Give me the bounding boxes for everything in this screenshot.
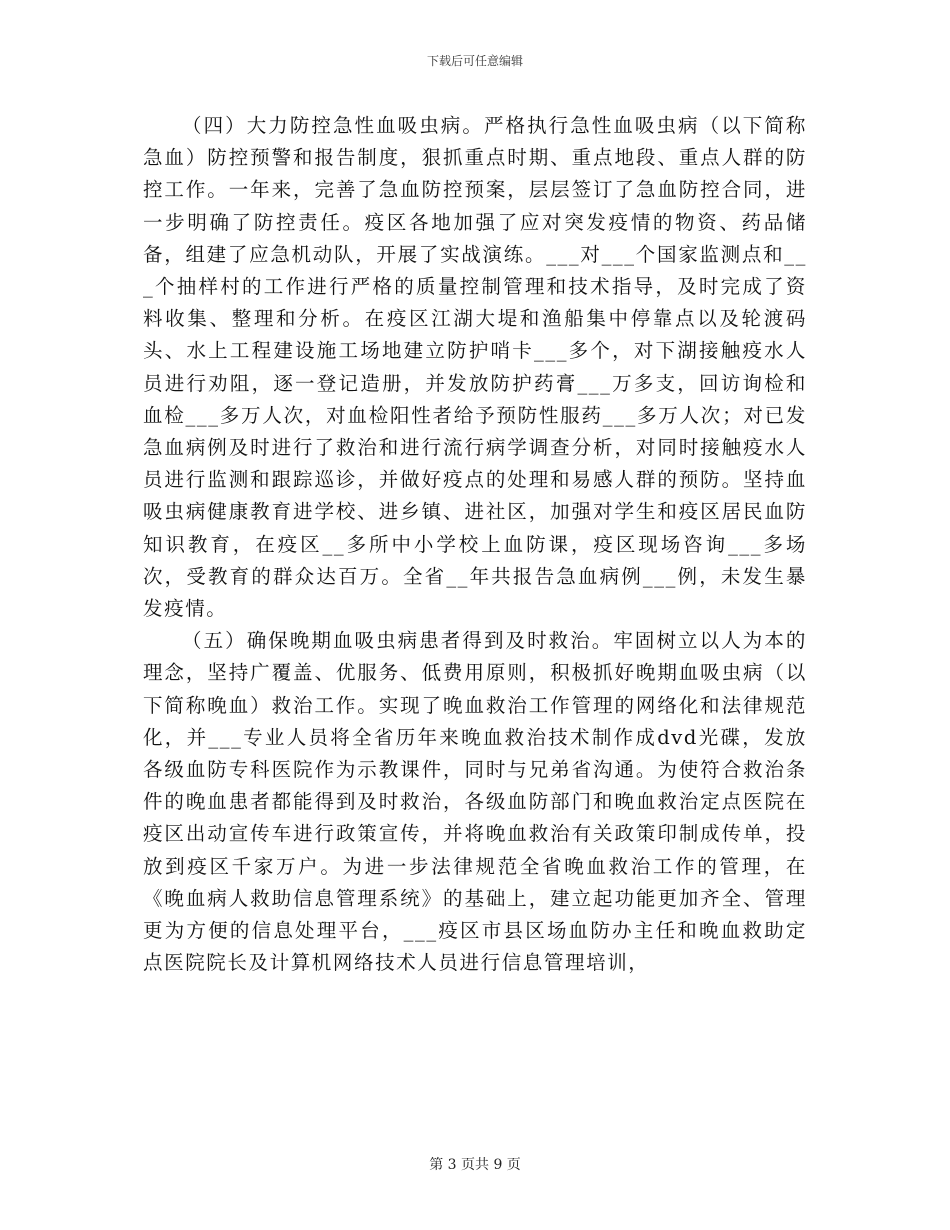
paragraph-section-4: （四）大力防控急性血吸虫病。严格执行急性血吸虫病（以下简称急血）防控预警和报告制度，狠抓重点时期、重点地段、重点人群的防控工作。一年来，完善了急血防控预案，层层签订了急血防控合同，进一步明确了防控责任。疫区各地加强了应对突发疫情的物资、药品储备，组建了应急机动队，开展了实战演练。___对___个国家监测点和___个抽样村的工作进行严格的质量控制管理和技术指导，及时完成了资料收集、整理和分析。在疫区江湖大堤和渔船集中停靠点以及轮渡码头、水上工程建设施工场地建立防护哨卡___多个，对下湖接触疫水人员进行劝阻，逐一登记造册，并发放防护药膏___万多支，回访询检和血检___多万人次，对血检阳性者给予预防性服药___多万人次；对已发急血病例及时进行了救治和进行流行病学调查分析，对同时接触疫水人员进行监测和跟踪巡诊，并做好疫点的处理和易感人群的预防。坚持血吸虫病健康教育进学校、进乡镇、进社区，加强对学生和疫区居民血防知识教育，在疫区__多所中小学校上血防课，疫区现场咨询___多场次，受教育的群众达百万。全省__年共报告急血病例___例，未发生暴发疫情。: [143, 114, 808, 621]
page-header: 下载后可任意编辑: [426, 54, 523, 68]
document-body: [143, 110, 807, 979]
paragraph-section-5: （五）确保晚期血吸虫病患者得到及时救治。牢固树立以人为本的理念，坚持广覆盖、优服务、低费用原则，积极抓好晚期血吸虫病（以下简称晚血）救治工作。实现了晚血救治工作管理的网络化和法律规范化，并___专业人员将全省历年来晚血救治技术制作成dvd光碟，发放各级血防专科医院作为示教课件，同时与兄弟省沟通。为使符合救治条件的晚血患者都能得到及时救治，各级血防部门和晚血救治定点医院在疫区出动宣传车进行政策宣传，并将晚血救治有关政策印制成传单，投放到疫区千家万户。为进一步法律规范全省晚血救治工作的管理，在《晚血病人救助信息管理系统》的基础上，建立起功能更加齐全、管理更为方便的信息处理平台，___疫区市县区场血防办主任和晚血救助定点医院院长及计算机网络技术人员进行信息管理培训，: [143, 629, 807, 975]
page-number: 第 3 页共 9 页: [429, 1157, 521, 1173]
